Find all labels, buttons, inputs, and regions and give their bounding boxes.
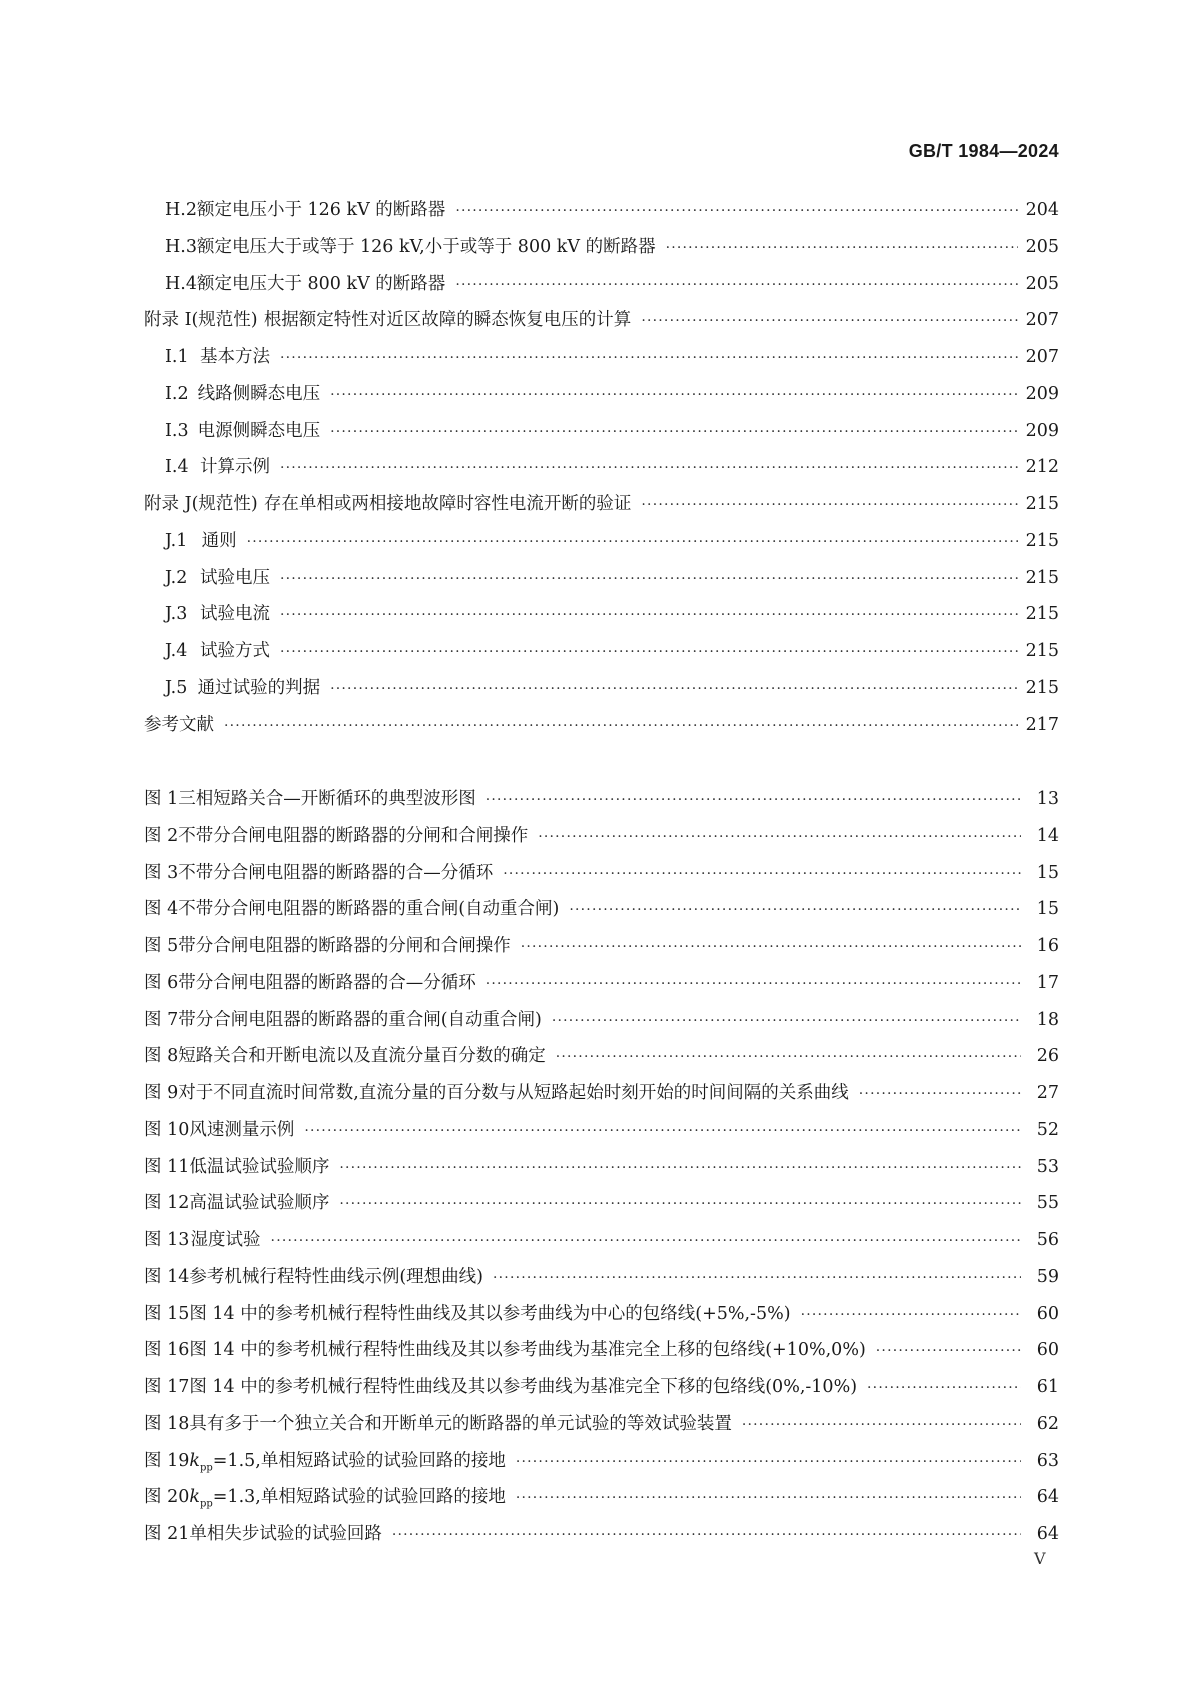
dot-leader: [280, 561, 1018, 598]
toc-entry-page: 209: [1025, 383, 1059, 404]
figure-entry[interactable]: [144, 818, 1059, 855]
figure-title-text: 低温试验试验顺序: [189, 1156, 330, 1177]
dot-leader: [867, 1370, 1021, 1407]
dot-leader: [224, 708, 1018, 745]
figure-number: 图 9: [144, 1083, 179, 1103]
dot-leader: [392, 1517, 1021, 1554]
dot-leader: [641, 303, 1017, 340]
figure-number: 图 13: [144, 1230, 190, 1250]
dot-leader: [339, 1150, 1021, 1187]
dot-leader: [516, 1480, 1021, 1517]
figure-number: 图 8: [144, 1046, 179, 1067]
figure-entry[interactable]: [144, 891, 1059, 928]
figure-number: 图 19: [144, 1450, 190, 1471]
kpp-subscript: pp: [199, 1498, 213, 1510]
figure-entry[interactable]: [144, 928, 1059, 965]
dot-leader: [556, 1039, 1021, 1076]
figure-page: 26: [1036, 1046, 1059, 1067]
figure-title-text: 带分合闸电阻器的断路器的合—分循环: [178, 972, 476, 993]
figure-title: [189, 1406, 732, 1443]
toc-entry[interactable]: [144, 633, 1059, 670]
figure-title: [178, 965, 476, 1002]
figure-entry[interactable]: [144, 1479, 1059, 1516]
figure-title: [178, 1075, 849, 1112]
figure-entry[interactable]: [144, 1443, 1059, 1480]
dot-leader: [304, 1113, 1021, 1150]
figure-page: 15: [1036, 899, 1059, 920]
figure-number: 图 5: [144, 936, 179, 956]
dot-leader: [330, 377, 1017, 414]
toc-entry-number: H.2: [165, 200, 197, 220]
toc-entry-page: 215: [1025, 677, 1059, 698]
toc-entry-page: 215: [1025, 604, 1059, 625]
figure-page: 60: [1036, 1303, 1059, 1324]
toc-entry-page: 204: [1025, 200, 1059, 220]
page-number-roman: V: [1034, 1549, 1046, 1568]
dot-leader: [280, 634, 1018, 671]
toc-entry-title: 通过试验的判据: [197, 677, 321, 698]
kpp-k: k: [189, 1450, 200, 1471]
dot-leader: [493, 1260, 1021, 1297]
figure-page: 18: [1036, 1009, 1059, 1030]
figure-number: 图 10: [144, 1119, 190, 1140]
figure-number: 图 1: [144, 789, 179, 809]
kpp-symbol: [189, 1451, 212, 1471]
figure-page: 14: [1036, 825, 1059, 846]
toc-entry-number: J.5: [165, 677, 188, 698]
toc-figures: [144, 781, 1059, 1553]
dot-leader: [486, 782, 1021, 819]
dot-leader: [280, 340, 1018, 377]
figure-title: [178, 928, 511, 965]
figure-entry[interactable]: [144, 1075, 1059, 1112]
toc-entry-title: 电源侧瞬态电压: [197, 420, 321, 441]
dot-leader: [486, 966, 1021, 1003]
figure-page: 53: [1036, 1156, 1059, 1177]
figure-entry[interactable]: [144, 1185, 1059, 1222]
toc-entry-title: 计算示例: [199, 457, 270, 478]
figure-entry[interactable]: [144, 1296, 1059, 1333]
toc-entry-number: J.4: [165, 641, 188, 661]
figure-title-text: 带分合闸电阻器的断路器的分闸和合闸操作: [178, 936, 511, 956]
toc-entry-page: 215: [1025, 567, 1059, 588]
figure-entry[interactable]: [144, 1369, 1059, 1406]
figure-page: 55: [1036, 1193, 1059, 1214]
toc-entry-number: J.2: [165, 567, 188, 588]
figure-title-text: 不带分合闸电阻器的断路器的重合闸(自动重合闸): [178, 899, 560, 920]
toc-entry-title: 额定电压大于或等于 126 kV,小于或等于 800 kV 的断路器: [196, 236, 656, 257]
figure-title: [189, 1112, 294, 1149]
toc-entry-page: 209: [1025, 420, 1059, 441]
toc-entry-page: 205: [1025, 273, 1059, 294]
figure-page: 52: [1036, 1119, 1059, 1140]
toc-entry-title: 参考文献: [144, 714, 214, 735]
figure-page: 27: [1036, 1083, 1059, 1103]
toc-entry[interactable]: [144, 560, 1059, 597]
figure-title-text: 短路关合和开断电流以及直流分量百分数的确定: [178, 1046, 546, 1067]
toc-entry-page: 207: [1025, 347, 1059, 367]
toc-entry-page: 212: [1025, 457, 1059, 478]
toc-entry-title: 试验电压: [199, 567, 270, 588]
figure-page: 17: [1036, 972, 1059, 993]
figure-title-text: 对于不同直流时间常数,直流分量的百分数与从短路起始时刻开始的时间间隔的关系曲线: [178, 1083, 849, 1103]
kpp-symbol: [189, 1487, 213, 1510]
figure-page: 56: [1036, 1230, 1059, 1250]
toc-entry-page: 207: [1025, 310, 1059, 331]
dot-leader: [280, 450, 1018, 487]
figure-title: [189, 1369, 857, 1406]
dot-leader: [330, 414, 1017, 451]
figure-entry[interactable]: [144, 965, 1059, 1002]
dot-leader: [271, 1223, 1021, 1260]
figure-number: 图 17: [144, 1377, 190, 1397]
dot-leader: [569, 892, 1021, 929]
figure-entry[interactable]: [144, 1112, 1059, 1149]
toc-entry-page: 215: [1025, 641, 1059, 661]
dot-leader: [742, 1407, 1021, 1444]
figure-title-text: 具有多于一个独立关合和开断单元的断路器的单元试验的等效试验装置: [189, 1413, 732, 1434]
figure-title: [178, 855, 493, 892]
dot-leader: [521, 929, 1021, 966]
toc-entry[interactable]: [144, 339, 1059, 376]
toc-entry-number: I.1: [165, 347, 189, 367]
figure-page: 62: [1036, 1413, 1059, 1434]
figure-title: [189, 1296, 790, 1333]
figure-number: 图 16: [144, 1340, 190, 1361]
toc-entry-page: 215: [1025, 494, 1059, 514]
figure-title-text: 湿度试验: [190, 1230, 261, 1250]
figure-title-text: 图 14 中的参考机械行程特性曲线及其以参考曲线为基准完全上移的包络线(+10%,0%): [189, 1340, 866, 1361]
toc-entry-title: 通则: [201, 530, 237, 551]
figure-entry[interactable]: [144, 1002, 1059, 1039]
toc-entry[interactable]: [144, 229, 1059, 266]
toc-entry[interactable]: [144, 523, 1059, 560]
dot-leader: [339, 1186, 1021, 1223]
toc-entry[interactable]: [144, 670, 1059, 707]
figure-entry[interactable]: [144, 781, 1059, 818]
dot-leader: [516, 1444, 1021, 1481]
figure-title-text: 三相短路关合—开断循环的典型波形图: [178, 789, 476, 809]
toc-entry-number: J.3: [165, 604, 188, 625]
toc-entry[interactable]: [144, 376, 1059, 413]
toc-entry-number: I.3: [165, 420, 189, 441]
figure-title: [189, 1516, 382, 1553]
figure-entry[interactable]: [144, 1332, 1059, 1369]
standard-code-header: GB/T 1984—2024: [908, 141, 1059, 161]
figure-number: 图 4: [144, 899, 179, 920]
dot-leader: [801, 1297, 1021, 1334]
figure-title-text: 带分合闸电阻器的断路器的重合闸(自动重合闸): [178, 1009, 542, 1030]
toc-entry-appendix[interactable]: [144, 302, 1059, 339]
toc-entry-number: I.4: [165, 457, 189, 478]
toc-entry-page: 217: [1025, 714, 1059, 735]
dot-leader: [330, 671, 1017, 708]
toc-entry-title: 试验方式: [199, 641, 270, 661]
dot-leader: [666, 230, 1018, 267]
figure-entry[interactable]: [144, 1516, 1059, 1553]
toc-entry-page: 215: [1025, 530, 1059, 551]
figure-number: 图 3: [144, 862, 179, 883]
dot-leader: [280, 597, 1018, 634]
figure-title: [178, 1002, 542, 1039]
figure-entry[interactable]: [144, 1149, 1059, 1186]
toc-entry-number: I.2: [165, 383, 189, 404]
kpp-k: k: [189, 1487, 200, 1508]
figure-title: [178, 818, 528, 855]
figure-entry[interactable]: [144, 1222, 1059, 1259]
toc-entry-title: 基本方法: [199, 347, 270, 367]
figure-entry[interactable]: [144, 1259, 1059, 1296]
figure-number: 图 20: [144, 1487, 190, 1508]
figure-page: 64: [1036, 1524, 1059, 1544]
toc-entry-appendix[interactable]: [144, 707, 1059, 744]
toc-sections: [144, 192, 1059, 743]
figure-title: [189, 1149, 329, 1186]
toc-entry-title: 额定电压小于 126 kV 的断路器: [196, 200, 446, 220]
figure-page: 60: [1036, 1340, 1059, 1361]
toc-entry[interactable]: [144, 192, 1059, 229]
figure-title-text: 图 14 中的参考机械行程特性曲线及其以参考曲线为基准完全下移的包络线(0%,-10%): [189, 1377, 858, 1397]
figure-page: 13: [1036, 789, 1059, 809]
figure-entry[interactable]: [144, 855, 1059, 892]
dot-leader: [455, 267, 1017, 304]
dot-leader: [538, 819, 1021, 856]
toc-entry[interactable]: [144, 413, 1059, 450]
figure-number: 图 15: [144, 1303, 190, 1324]
figure-title: [178, 891, 559, 928]
figure-title-text: 不带分合闸电阻器的断路器的合—分循环: [178, 862, 494, 883]
kpp-subscript: pp: [199, 1462, 213, 1473]
figure-title-text: 单相失步试验的试验回路: [189, 1524, 382, 1544]
toc-entry-title: 线路侧瞬态电压: [197, 383, 321, 404]
dot-leader: [859, 1076, 1021, 1113]
figure-title-text: 风速测量示例: [189, 1119, 295, 1140]
dot-leader: [247, 524, 1018, 561]
figure-number: 图 18: [144, 1413, 190, 1434]
figure-page: 63: [1036, 1450, 1059, 1471]
figure-title: [189, 1185, 329, 1222]
toc-entry-number: J.1: [165, 530, 188, 551]
figure-title: [178, 1038, 546, 1075]
figure-page: 64: [1036, 1487, 1059, 1508]
figure-title-text: 不带分合闸电阻器的断路器的分闸和合闸操作: [178, 825, 529, 846]
toc-entry-title: 存在单相或两相接地故障时容性电流开断的验证: [263, 494, 632, 514]
toc-entry-page: 205: [1025, 236, 1059, 257]
figure-title: [189, 1332, 865, 1369]
toc-entry[interactable]: [144, 449, 1059, 486]
dot-leader: [552, 1003, 1021, 1040]
figure-page: 15: [1036, 862, 1059, 883]
toc-entry[interactable]: [144, 596, 1059, 633]
figure-page: 61: [1036, 1377, 1059, 1397]
figure-page: 16: [1036, 936, 1059, 956]
figure-number: 图 12: [144, 1193, 190, 1214]
figure-title: [178, 781, 476, 818]
toc-entry-number: H.4: [165, 273, 197, 294]
figure-entry[interactable]: [144, 1038, 1059, 1075]
toc-entry-title: 试验电流: [199, 604, 270, 625]
figure-number: 图 2: [144, 825, 179, 846]
figure-page: 59: [1036, 1266, 1059, 1287]
dot-leader: [641, 487, 1017, 524]
figure-title: [191, 1222, 261, 1259]
figure-number: 图 14: [144, 1266, 190, 1287]
dot-leader: [455, 193, 1017, 230]
figure-title-text: 图 14 中的参考机械行程特性曲线及其以参考曲线为中心的包络线(+5%,-5%): [189, 1303, 791, 1324]
toc-entry-title: 根据额定特性对近区故障的瞬态恢复电压的计算: [263, 310, 632, 331]
toc-entry-number: 附录 J(规范性): [144, 494, 258, 514]
figure-title-text: 高温试验试验顺序: [189, 1193, 330, 1214]
figure-entry[interactable]: [144, 1406, 1059, 1443]
figure-number: 图 11: [144, 1156, 190, 1177]
toc-entry-number: H.3: [165, 236, 197, 257]
figure-number: 图 21: [144, 1524, 190, 1544]
toc-entry-appendix[interactable]: [144, 486, 1059, 523]
figure-number: 图 6: [144, 972, 179, 993]
figure-title-text: =1.3,单相短路试验的试验回路的接地: [212, 1487, 506, 1508]
toc-entry-number: 附录 I(规范性): [144, 310, 258, 331]
toc-entry-title: 额定电压大于 800 kV 的断路器: [196, 273, 446, 294]
figure-title-text: =1.5,单相短路试验的试验回路的接地: [212, 1450, 506, 1471]
dot-leader: [503, 856, 1021, 893]
dot-leader: [876, 1333, 1021, 1370]
figure-number: 图 7: [144, 1009, 179, 1030]
figure-title: [189, 1259, 483, 1296]
toc-entry[interactable]: [144, 266, 1059, 303]
figure-title-text: 参考机械行程特性曲线示例(理想曲线): [189, 1266, 483, 1287]
